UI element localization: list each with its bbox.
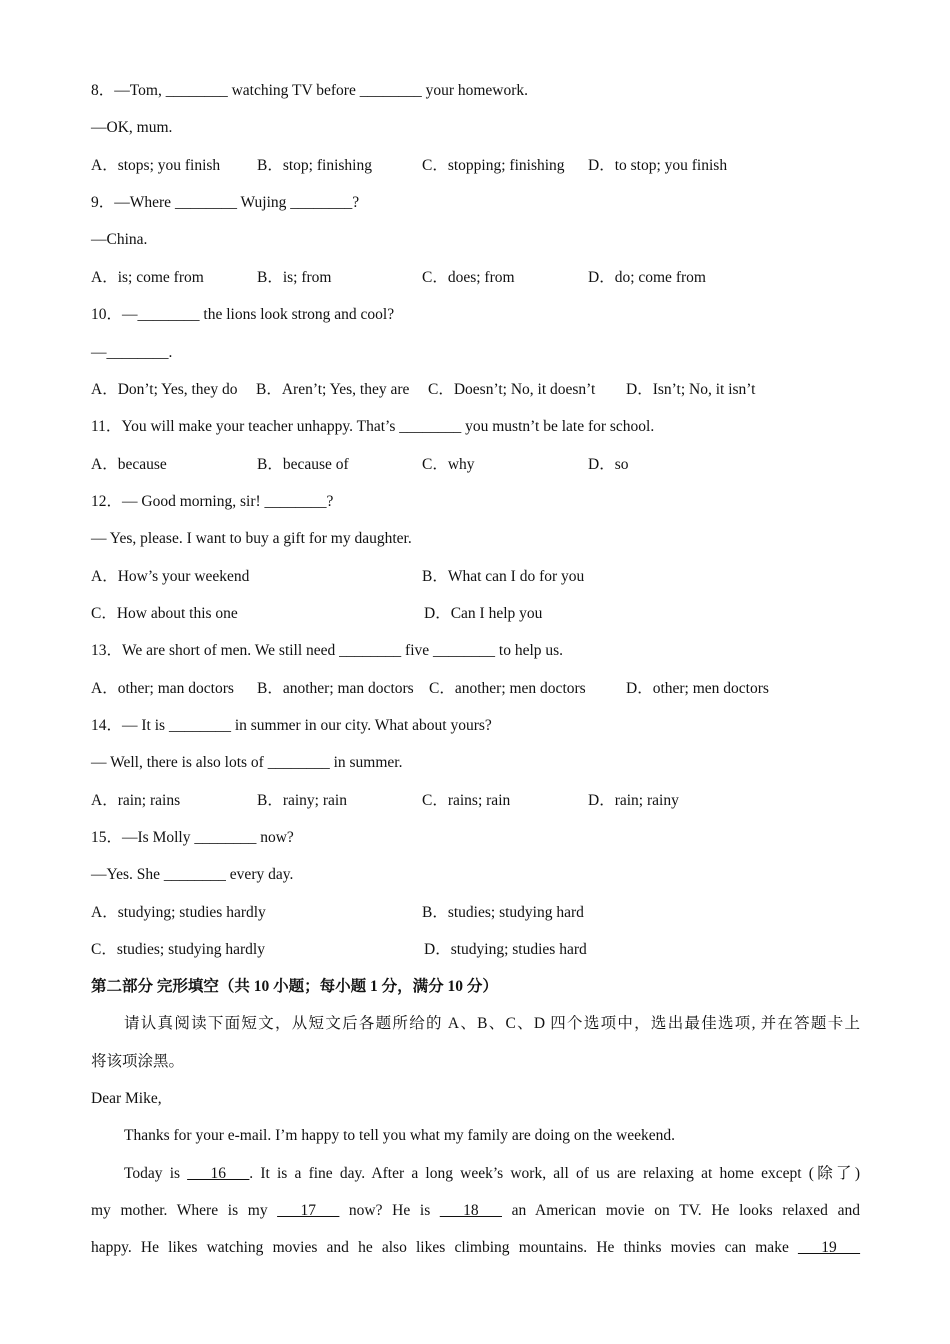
option-c[interactable]: C．another; men doctors <box>429 680 586 697</box>
option-a[interactable]: A．stops; you finish <box>91 157 221 174</box>
option-d[interactable]: D．to stop; you finish <box>588 157 728 174</box>
section-title: 第二部分 完形填空（共 10 小题；每小题 1 分，满分 10 分） <box>91 978 498 995</box>
option-c[interactable]: C．How about this one <box>91 605 238 622</box>
option-d[interactable]: D．studying; studies hard <box>424 941 587 958</box>
letter-paragraph-1: Thanks for your e-mail. I’m happy to tell you what my family are doing on the weekend. <box>124 1127 675 1144</box>
option-b[interactable]: B．because of <box>257 456 349 473</box>
question-9-reply: —China. <box>91 231 148 248</box>
option-c[interactable]: C．Doesn’t; No, it doesn’t <box>428 381 596 398</box>
option-b[interactable]: B．Aren’t; Yes, they are <box>256 381 410 398</box>
question-10-reply: —________. <box>91 344 173 361</box>
question-14-stem: 14．— It is ________ in summer in our city. What about yours? <box>91 717 492 734</box>
instruction-line-1: 请认真阅读下面短文，从短文后各题所给的 A、B、C、D 四个选项中，选出最佳选项, 并在答题卡上 <box>124 1015 860 1032</box>
option-c[interactable]: C．studies; studying hardly <box>91 941 265 958</box>
instruction-line-2: 将该项涂黑。 <box>91 1053 185 1070</box>
option-c[interactable]: C．why <box>422 456 475 473</box>
option-b[interactable]: B．What can I do for you <box>422 568 585 585</box>
option-a[interactable]: A．because <box>91 456 167 473</box>
option-a[interactable]: A．rain; rains <box>91 792 181 809</box>
option-c[interactable]: C．does; from <box>422 269 515 286</box>
question-8-reply: —OK, mum. <box>91 119 173 136</box>
option-a[interactable]: A．other; man doctors <box>91 680 234 697</box>
question-12-stem: 12．— Good morning, sir! ________? <box>91 493 334 510</box>
question-15-reply: —Yes. She ________ every day. <box>91 866 294 883</box>
question-13-stem: 13．We are short of men. We still need ________ five ________ to help us. <box>91 642 564 659</box>
option-d[interactable]: D．Isn’t; No, it isn’t <box>626 381 756 398</box>
question-14-reply: — Well, there is also lots of ________ in summer. <box>91 754 403 771</box>
question-10-stem: 10．—________ the lions look strong and cool? <box>91 306 395 323</box>
blank-18: ___18___ <box>439 1202 502 1219</box>
option-a[interactable]: A．is; come from <box>91 269 204 286</box>
option-a[interactable]: A．How’s your weekend <box>91 568 250 585</box>
question-12-reply: — Yes, please. I want to buy a gift for my daughter. <box>91 530 412 547</box>
letter-line-3: my mother. Where is my ___17___ now? He is ___18___ an American movie on TV. He looks relaxed and <box>91 1202 860 1219</box>
letter-line-4: happy. He likes watching movies and he also likes climbing mountains. He thinks movies can make ___19___ <box>91 1239 860 1256</box>
blank-19: ___19___ <box>798 1239 860 1256</box>
letter-line-2: Today is ___16___. It is a fine day. After a long week’s work, all of us are relaxing at home except (除了) <box>124 1165 861 1182</box>
option-c[interactable]: C．stopping; finishing <box>422 157 565 174</box>
option-d[interactable]: D．do; come from <box>588 269 706 286</box>
option-b[interactable]: B．is; from <box>257 269 332 286</box>
question-8-stem: 8．—Tom, ________ watching TV before ________ your homework. <box>91 82 529 99</box>
option-a[interactable]: A．studying; studies hardly <box>91 904 266 921</box>
option-b[interactable]: B．another; man doctors <box>257 680 414 697</box>
option-d[interactable]: D．Can I help you <box>424 605 543 622</box>
option-b[interactable]: B．stop; finishing <box>257 157 372 174</box>
option-a[interactable]: A．Don’t; Yes, they do <box>91 381 238 398</box>
blank-17: ___17___ <box>277 1202 340 1219</box>
option-d[interactable]: D．rain; rainy <box>588 792 679 809</box>
option-c[interactable]: C．rains; rain <box>422 792 511 809</box>
letter-greeting: Dear Mike, <box>91 1090 162 1107</box>
question-9-stem: 9．—Where ________ Wujing ________? <box>91 194 360 211</box>
option-b[interactable]: B．studies; studying hard <box>422 904 584 921</box>
question-11-stem: 11．You will make your teacher unhappy. That’s ________ you mustn’t be late for school. <box>91 418 655 435</box>
option-d[interactable]: D．so <box>588 456 629 473</box>
option-b[interactable]: B．rainy; rain <box>257 792 347 809</box>
blank-16: ___16___ <box>187 1165 250 1182</box>
question-15-stem: 15．—Is Molly ________ now? <box>91 829 294 846</box>
option-d[interactable]: D．other; men doctors <box>626 680 769 697</box>
